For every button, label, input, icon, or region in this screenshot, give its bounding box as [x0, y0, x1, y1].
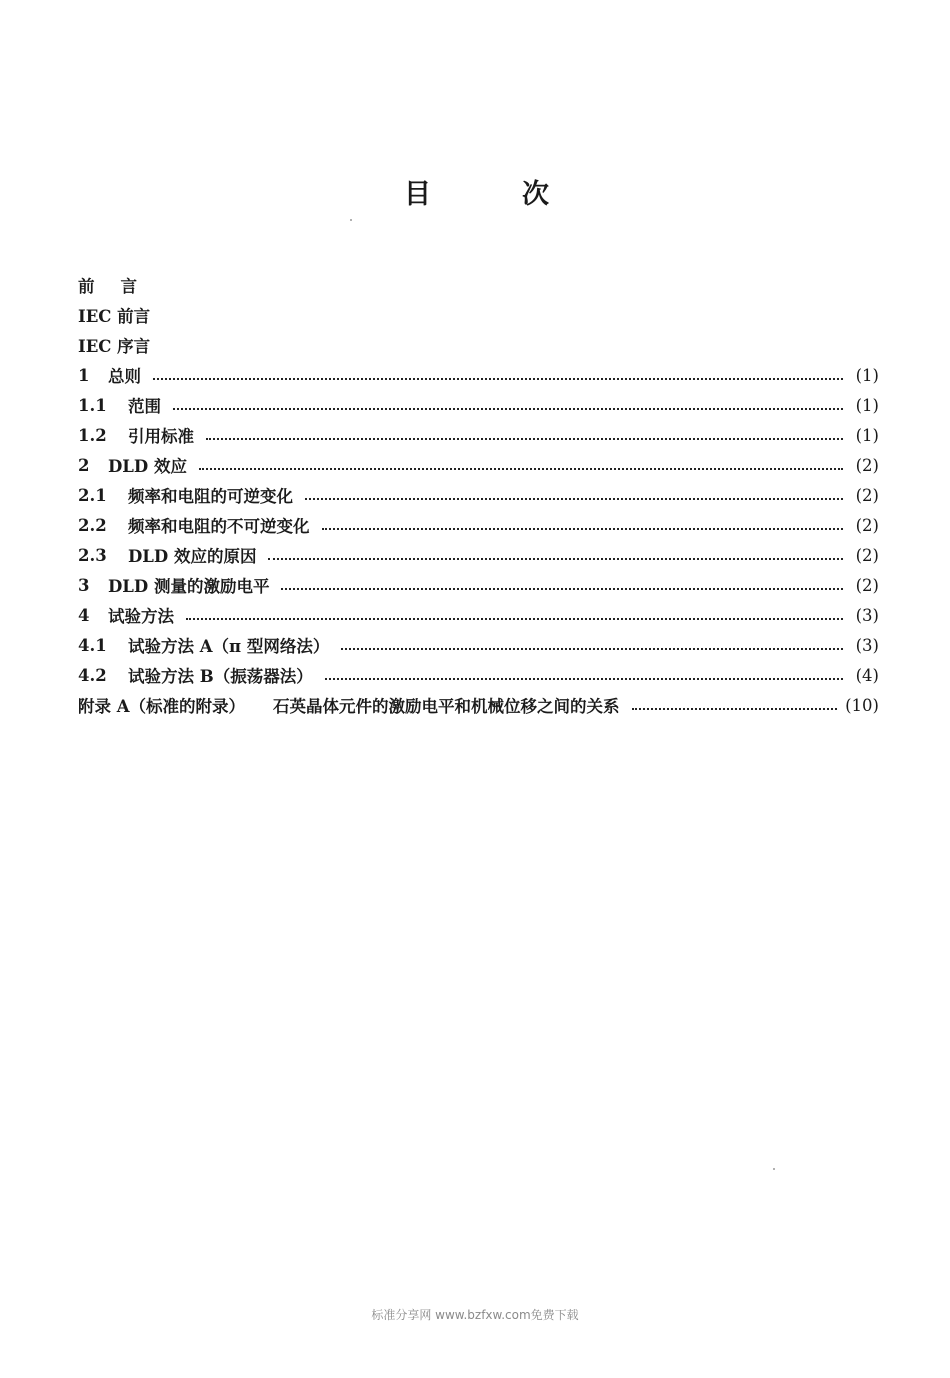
toc-entry-label: IEC 序言: [78, 337, 151, 356]
toc-entry-number: 2.1: [78, 485, 107, 505]
toc-entry-1-2: [78, 420, 879, 450]
title-char-2: 次: [522, 179, 549, 210]
dot-leader: [281, 586, 843, 590]
toc-entry-label: 试验方法 A（π 型网络法）: [128, 637, 330, 656]
toc-entry-page: (1): [855, 395, 879, 415]
toc-entry-page: (10): [845, 695, 879, 715]
annex-title: 石英晶体元件的激励电平和机械位移之间的关系: [273, 697, 620, 716]
toc-entry-label: 频率和电阻的可逆变化: [128, 487, 293, 506]
dot-leader: [632, 706, 838, 710]
toc-entry-number: 3: [78, 575, 90, 595]
toc-entry-number: 4: [78, 605, 90, 625]
toc-entry-number: 2: [78, 455, 90, 475]
toc-entry-label: IEC 前言: [78, 307, 151, 326]
toc-entry-number: 4.2: [78, 665, 107, 685]
toc-entry-number: 2.2: [78, 515, 107, 535]
toc-entry-label: 范围: [128, 397, 161, 416]
toc-entry-page: (2): [855, 575, 879, 595]
dot-leader: [173, 406, 843, 410]
dot-leader: [322, 526, 844, 530]
annex-label: 附录 A（标准的附录）: [78, 697, 246, 716]
toc-entry-number: 1.1: [78, 395, 107, 415]
toc-entry-number: 2.3: [78, 545, 107, 565]
toc-entry-label: 试验方法 B（振荡器法）: [128, 667, 313, 686]
toc-entry-2-2: [78, 510, 879, 540]
table-of-contents: [78, 270, 879, 720]
toc-entry-label: DLD 测量的激励电平: [108, 577, 270, 596]
toc-entry-4-1: [78, 630, 879, 660]
toc-entry-label: 频率和电阻的不可逆变化: [128, 517, 310, 536]
scan-speck: [350, 219, 352, 221]
toc-entry-4: [78, 600, 879, 630]
toc-entry-page: (2): [855, 485, 879, 505]
toc-entry-1: [78, 360, 879, 390]
toc-entry-page: (2): [855, 515, 879, 535]
title-char-1: 目: [404, 179, 431, 210]
toc-entry-page: (1): [855, 425, 879, 445]
toc-entry-2-3: [78, 540, 879, 570]
toc-entry-4-2: [78, 660, 879, 690]
dot-leader: [186, 616, 843, 620]
dot-leader: [268, 556, 843, 560]
dot-leader: [206, 436, 843, 440]
toc-entry-page: (2): [855, 455, 879, 475]
toc-entry-label: 前言: [78, 277, 163, 296]
toc-entry-page: (4): [855, 665, 879, 685]
dot-leader: [153, 376, 843, 380]
toc-entry-2-1: [78, 480, 879, 510]
dot-leader: [341, 646, 843, 650]
toc-entry-label: 总则: [108, 367, 141, 386]
toc-entry-label: 引用标准: [128, 427, 194, 446]
toc-entry-page: (1): [855, 365, 879, 385]
toc-entry-number: 1: [78, 365, 90, 385]
toc-entry-label: DLD 效应: [108, 457, 187, 476]
toc-entry-3: [78, 570, 879, 600]
scan-speck: [773, 1168, 775, 1170]
toc-entry-page: (3): [855, 605, 879, 625]
toc-entry-label: 试验方法: [108, 607, 174, 626]
toc-entry-page: (3): [855, 635, 879, 655]
toc-entry-annex-a: [78, 690, 879, 720]
toc-entry-2: [78, 450, 879, 480]
page-title: [0, 172, 950, 212]
dot-leader: [199, 466, 843, 470]
toc-entry-1-1: [78, 390, 879, 420]
toc-entry-number: 1.2: [78, 425, 107, 445]
dot-leader: [305, 496, 843, 500]
toc-entry-foreword: [78, 270, 879, 300]
toc-entry-number: 4.1: [78, 635, 107, 655]
toc-entry-iec-preface: [78, 330, 879, 360]
dot-leader: [325, 676, 843, 680]
toc-entry-page: (2): [855, 545, 879, 565]
toc-entry-label: DLD 效应的原因: [128, 547, 257, 566]
footer-watermark: 标准分享网 www.bzfxw.com免费下载: [371, 1308, 579, 1322]
toc-entry-iec-foreword: [78, 300, 879, 330]
